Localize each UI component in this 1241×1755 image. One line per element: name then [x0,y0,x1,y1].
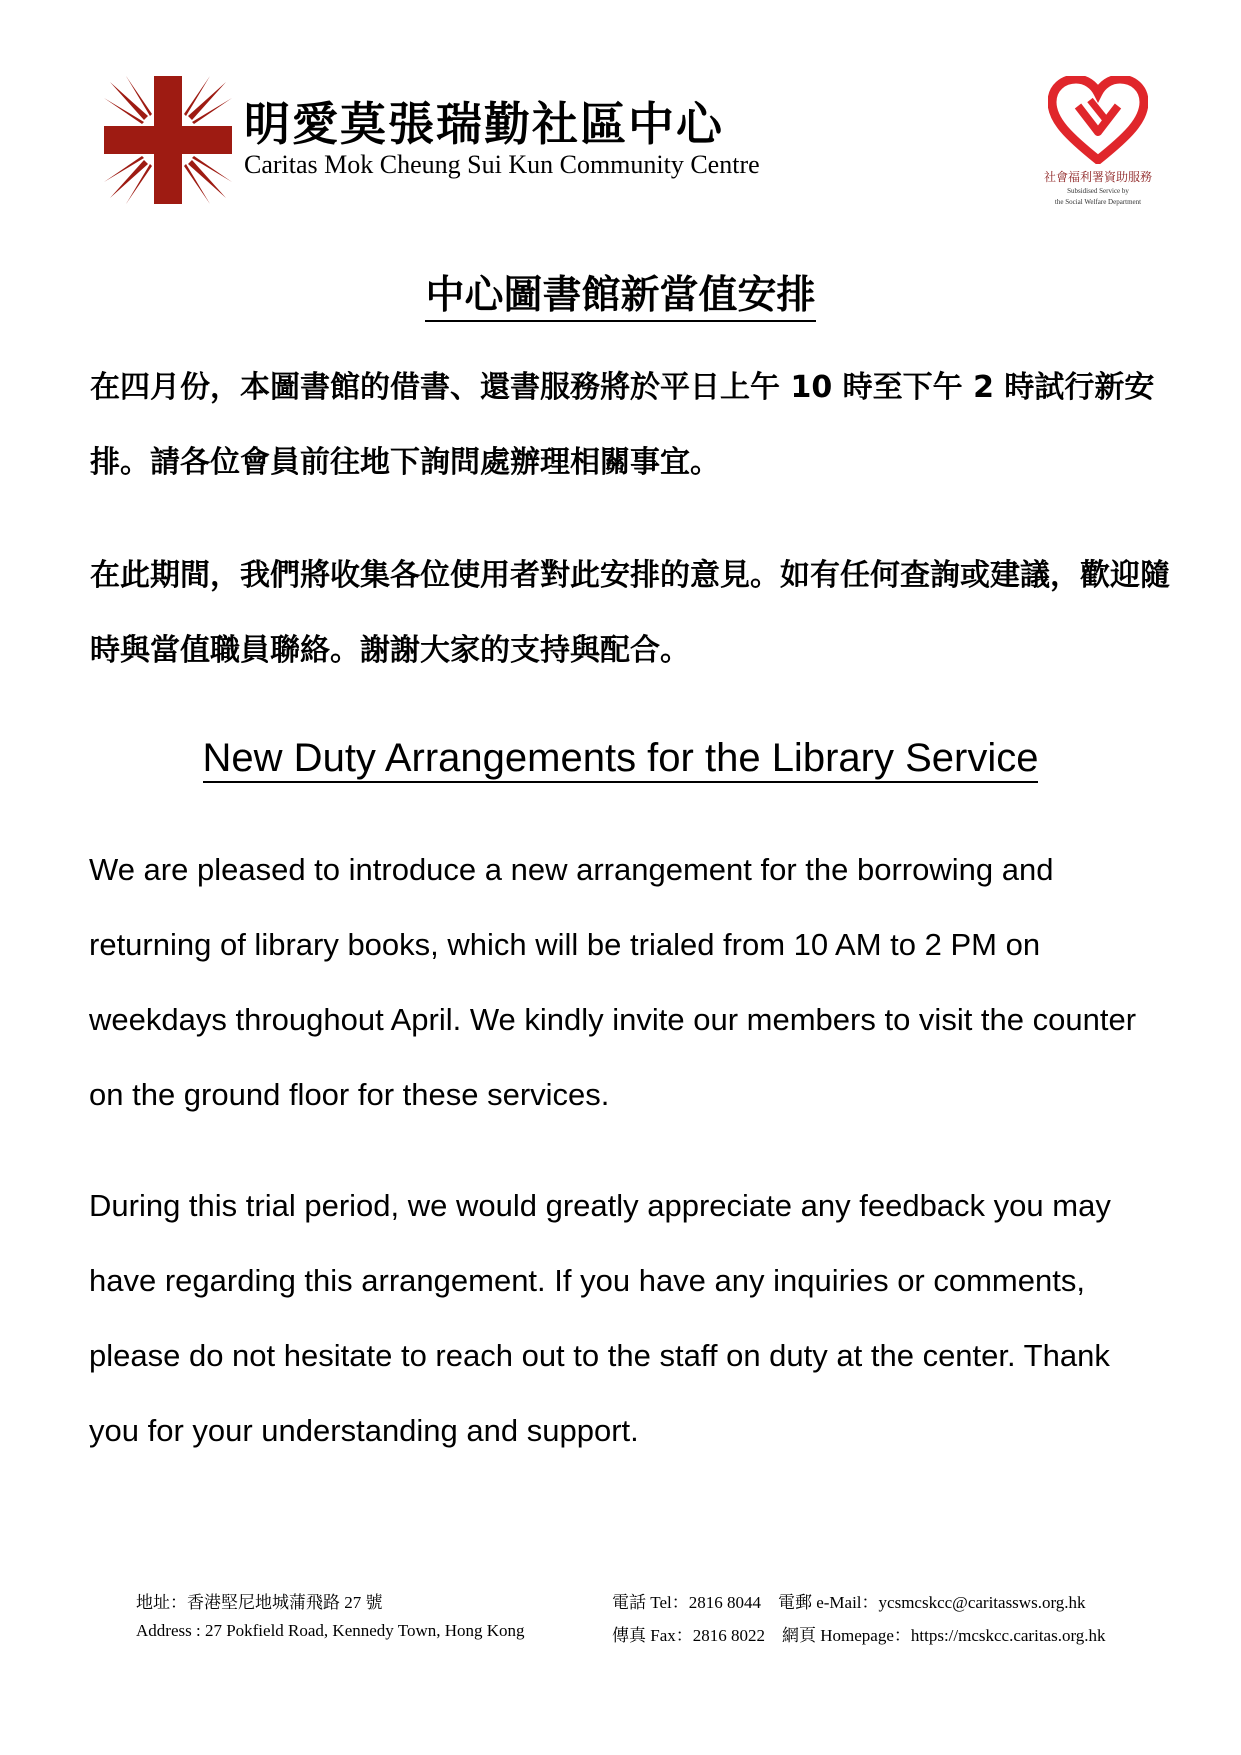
caritas-logo [104,76,232,204]
paragraph-en-1: We are pleased to introduce a new arrangement for the borrowing and returning of library books, which will be trialed from 10 AM to 2 PM on weekdays throughout April. We kindly invite our members to visit the counter on the ground floor for these services. [89,852,1137,1112]
swd-name-zh: 社會福利署資助服務 [1043,170,1152,184]
swd-logo-block [1028,76,1168,207]
swd-name-en-line1: Subsidised Service by [1067,187,1129,195]
notice-title-en: New Duty Arrangements for the Library Service [203,736,1039,783]
footer-address-zh: 地址：香港堅尼地城蒲飛路 27 號 [136,1593,383,1612]
org-name-en: Caritas Mok Cheung Sui Kun Community Centre [244,150,760,179]
notice-title-zh: 中心圖書館新當值安排 [425,273,815,322]
org-name-zh: 明愛莫張瑞勤社區中心 [244,97,724,151]
paragraph-zh-2: 在此期間，我們將收集各位使用者對此安排的意見。如有任何查詢或建議，歡迎隨時與當值職員聯絡。謝謝大家的支持與配合。 [90,558,1170,668]
footer-contact: 電話 Tel：2816 8044 電郵 e-Mail：ycsmcskcc@caritassws.org.hk [612,1593,1086,1612]
notice-title-en-wrap [0,736,1241,781]
footer-fax-homepage: 傳真 Fax：2816 8022 網頁 Homepage：https://mcskcc.caritas.org.hk [612,1626,1106,1645]
footer-address-en: Address : 27 Pokfield Road, Kennedy Town, Hong Kong [136,1621,525,1640]
swd-name-en-line2: the Social Welfare Department [1054,198,1142,206]
paragraph-zh-1: 在四月份，本圖書館的借書、還書服務將於平日上午 10 時至下午 2 時試行新安排。請各位會員前往地下詢問處辦理相關事宜。 [90,370,1155,480]
notice-title-zh-wrap [0,264,1241,320]
paragraph-en-2: During this trial period, we would greatly appreciate any feedback you may have regarding this arrangement. If you have any inquiries or comments, please do not hesitate to reach out to the staff on duty at the center. Thank you for your understanding and support. [89,1188,1111,1448]
swd-heart-logo [1048,76,1148,164]
